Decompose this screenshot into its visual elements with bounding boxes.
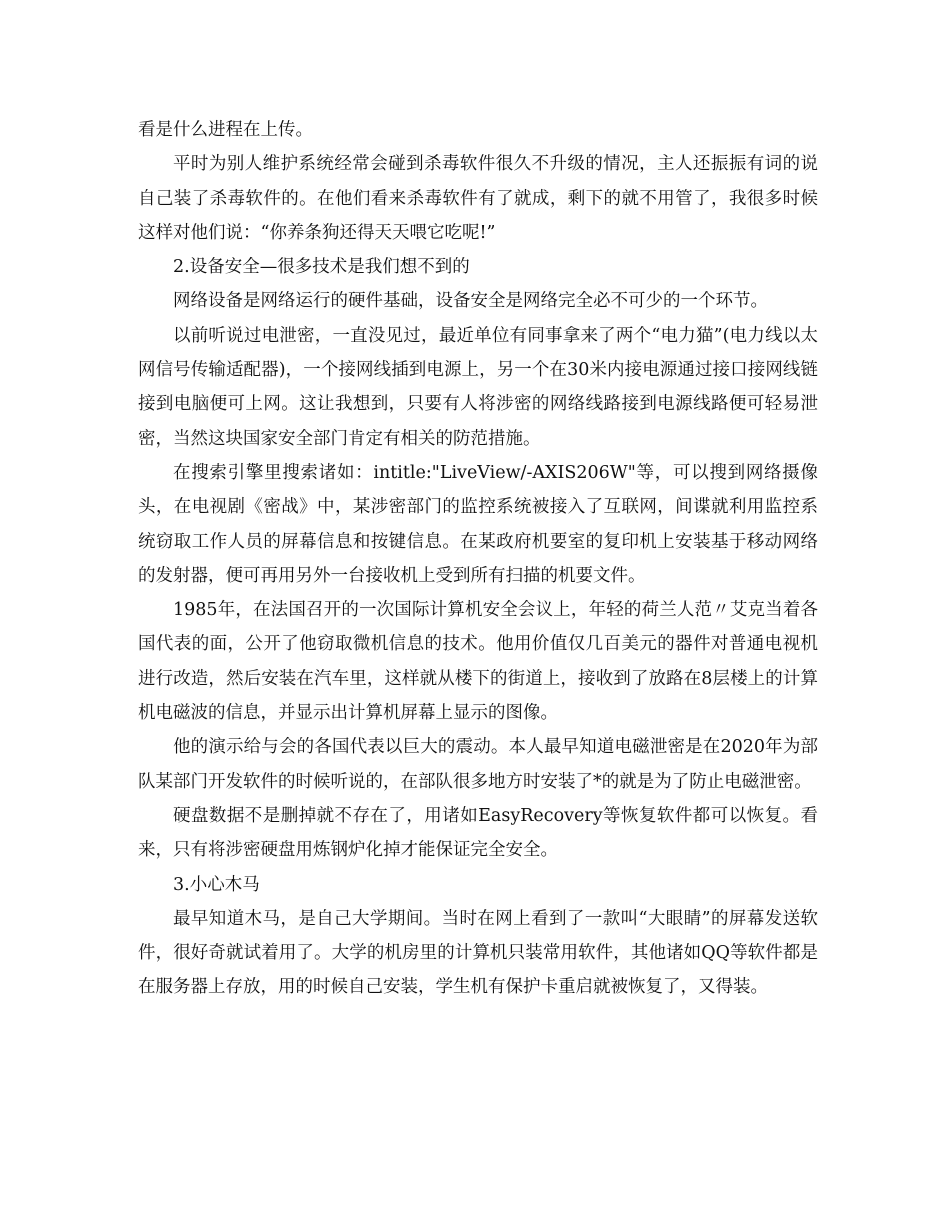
paragraph-powerline: 以前听说过电泄密，一直没见过，最近单位有同事拿来了两个“电力猫”(电力线以太网信号传输适配器)，一个接网线插到电源上，另一个在30米内接电源通过接口接网线链接到电脑便可上网。这让我想到，只要有人将涉密的网络线路接到电源线路便可轻易泄密，当然这块国家安全部门肯定有相关的防范措施。 [138, 325, 818, 449]
document-body [138, 113, 818, 1005]
paragraph-continuation: 看是什么进程在上传。 [138, 120, 313, 140]
paragraph-hard-disk: 硬盘数据不是删掉就不存在了，用诸如EasyRecovery等恢复软件都可以恢复。看来，只有将涉密硬盘用炼钢炉化掉才能保证完全安全。 [138, 805, 818, 861]
paragraph-antivirus: 平时为别人维护系统经常会碰到杀毒软件很久不升级的情况，主人还振振有词的说自己装了杀毒软件的。在他们看来杀毒软件有了就成，剩下的就不用管了，我很多时候这样对他们说：“你养条狗还得天天喂它吃呢!” [138, 154, 818, 243]
paragraph-network-devices: 网络设备是网络运行的硬件基础，设备安全是网络完全必不可少的一个环节。 [173, 291, 768, 312]
section-heading-device-security: 2.设备安全—很多技术是我们想不到的 [173, 257, 470, 278]
paragraph-van-eck: 1985年，在法国召开的一次国际计算机安全会议上，年轻的荷兰人范〃艾克当着各国代表的面，公开了他窃取微机信息的技术。他用价值仅几百美元的器件对普通电视机进行改造，然后安装在汽车里，这样就从楼下的街道上，接收到了放路在8层楼上的计算机电磁波的信息，并显示出计算机屏幕上显示的图像。 [138, 600, 818, 724]
paragraph-search-cameras: 在搜索引擎里搜索诸如：intitle:"LiveView/-AXIS206W"等，可以搜到网络摄像头，在电视剧《密战》中，某涉密部门的监控系统被接入了互联网，间谍就利用监控系统窃取工作人员的屏幕信息和按键信息。在某政府机要室的复印机上安装基于移动网络的发射器，便可再用另外一台接收机上受到所有扫描的机要文件。 [138, 462, 818, 586]
paragraph-trojan: 最早知道木马，是自己大学期间。当时在网上看到了一款叫“大眼睛”的屏幕发送软件，很好奇就试着用了。大学的机房里的计算机只装常用软件，其他诸如QQ等软件都是在服务器上存放，用的时候自己安装，学生机有保护卡重启就被恢复了，又得装。 [138, 908, 818, 998]
section-heading-trojan: 3.小心木马 [173, 874, 260, 895]
paragraph-demonstration: 他的演示给与会的各国代表以巨大的震动。本人最早知道电磁泄密是在2020年为部队某部门开发软件的时候听说的，在部队很多地方时安装了*的就是为了防止电磁泄密。 [138, 737, 818, 792]
